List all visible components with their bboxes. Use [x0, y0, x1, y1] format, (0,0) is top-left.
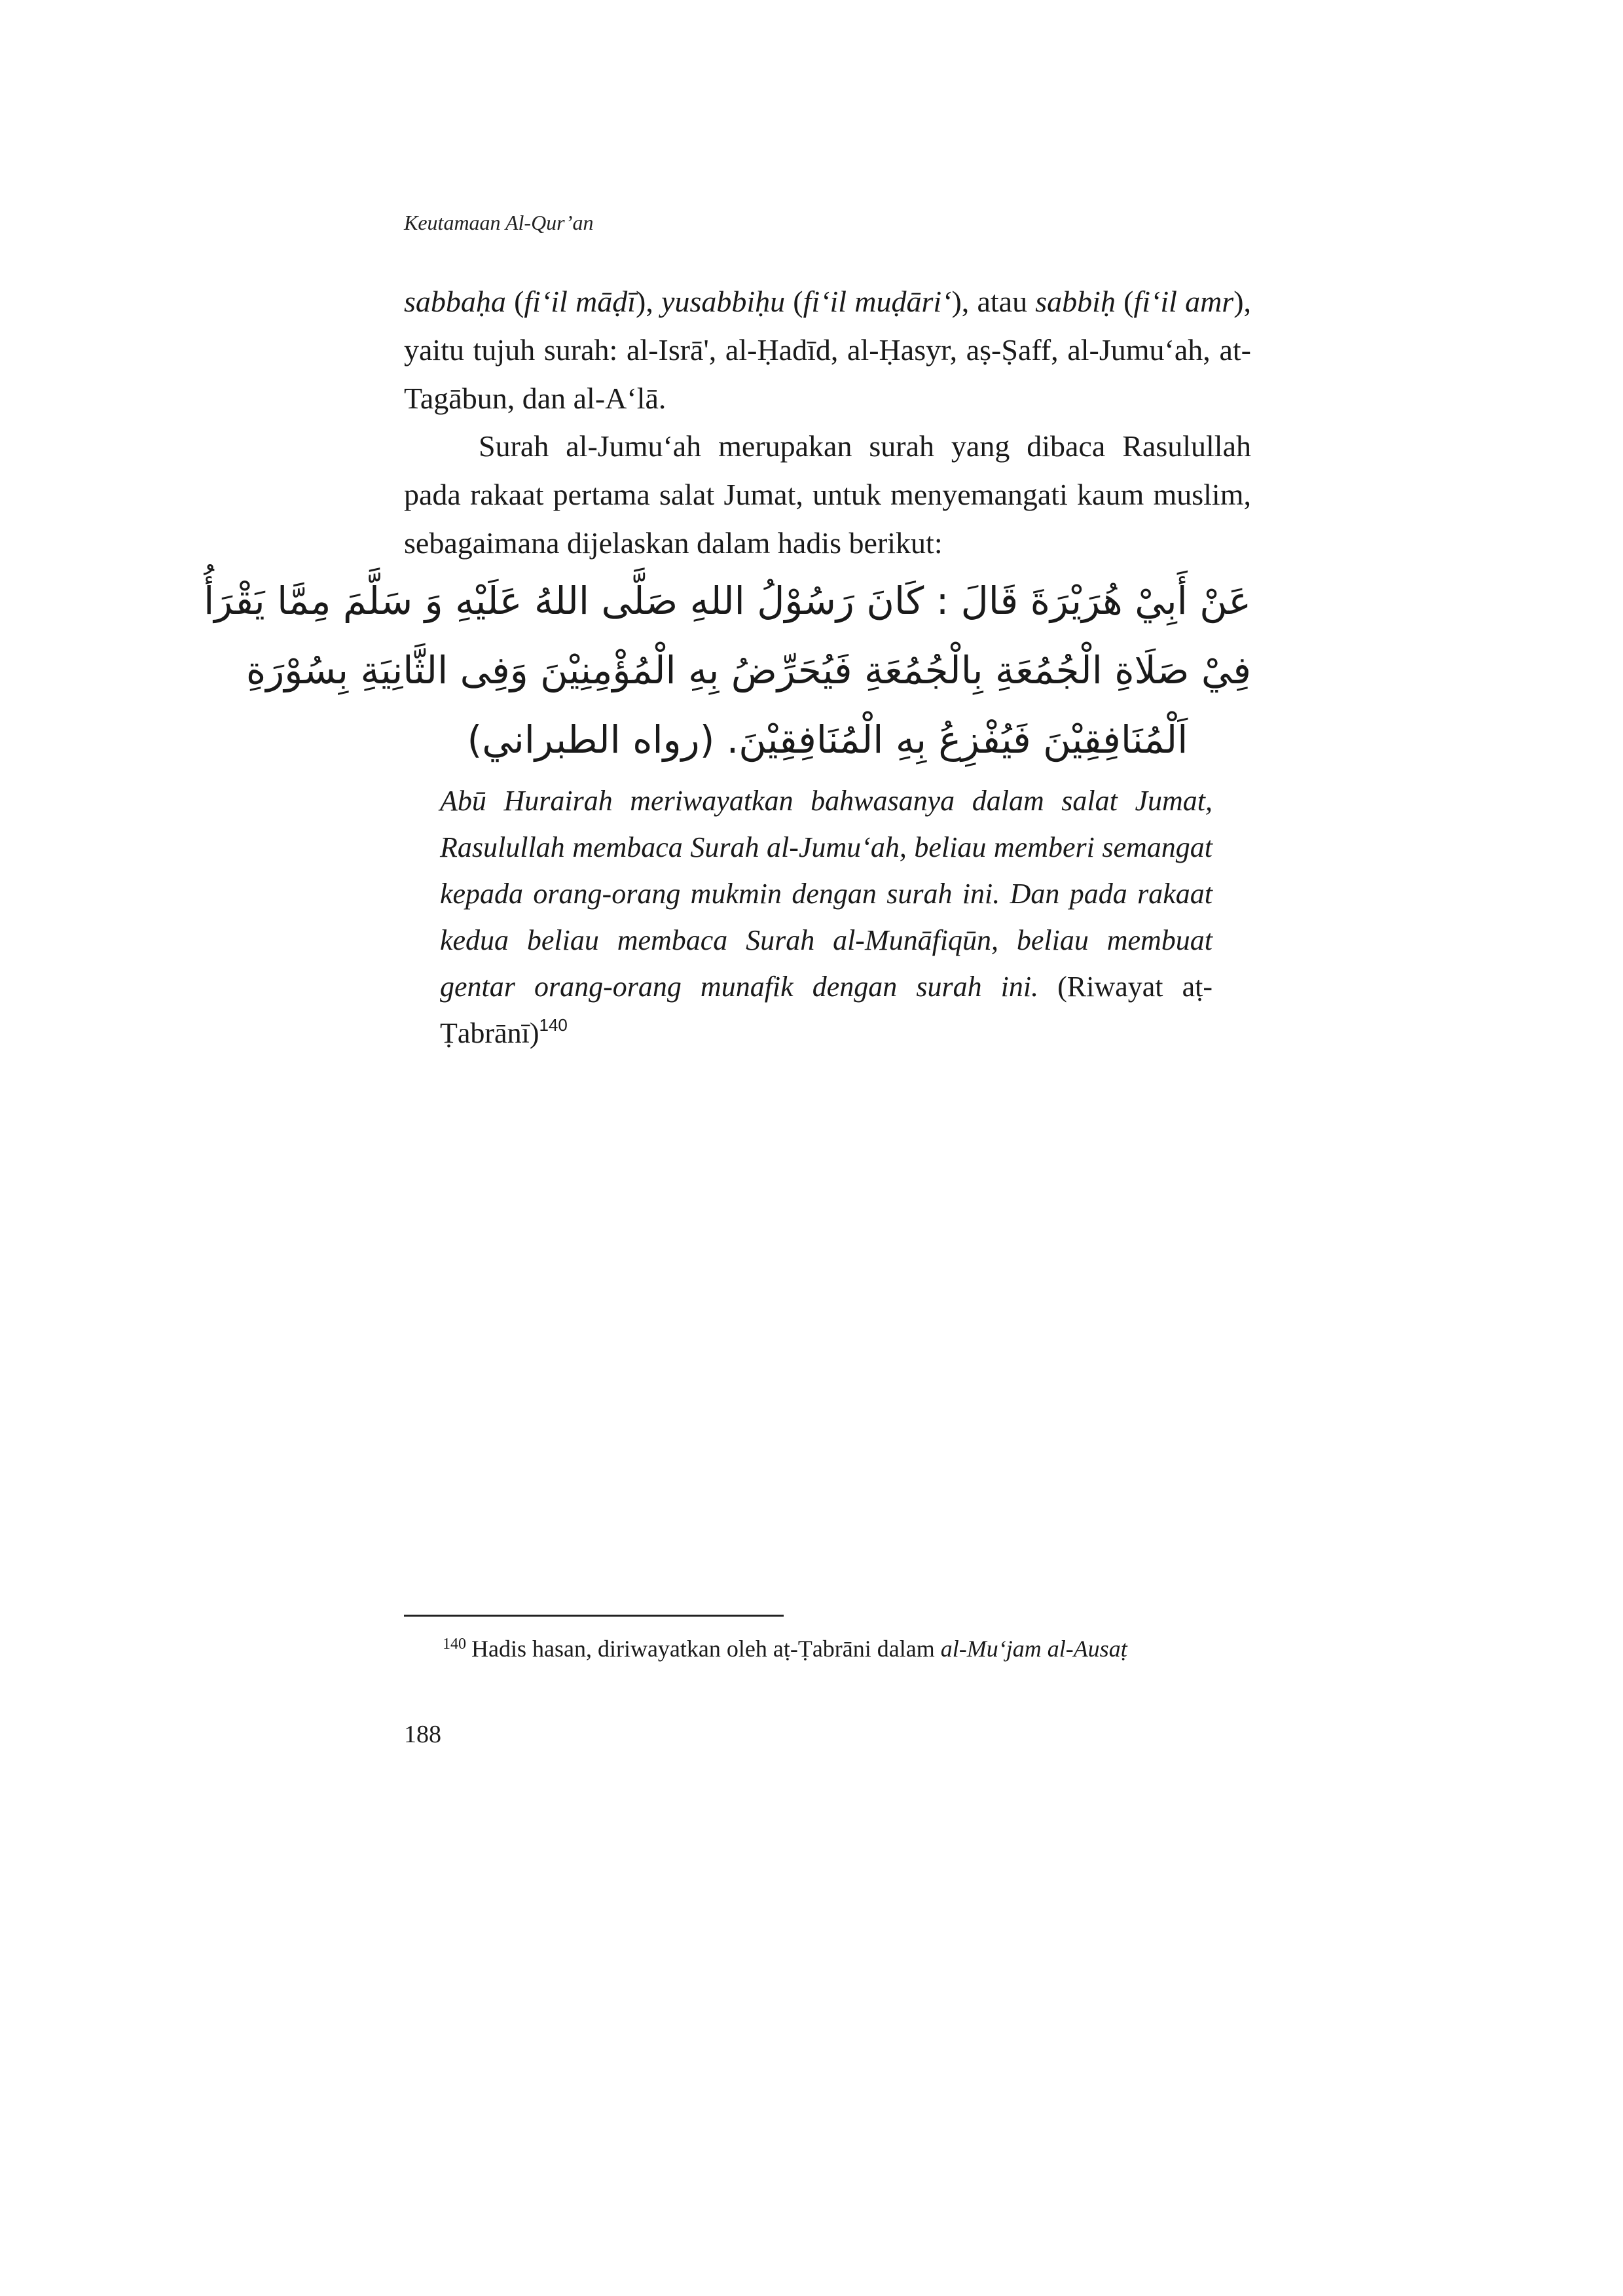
footnote-source: al-Mu‘jam al-Ausaṭ — [940, 1636, 1127, 1662]
translation-attribution: (Riwayat aṭ-Ṭabrānī) — [440, 971, 1213, 1049]
text-segment: ( — [505, 285, 524, 318]
paragraph-surah-jumuah: Surah al-Jumu‘ah merupakan surah yang dibaca Rasulullah pada rakaat pertama salat Jumat, untuk menyemangati kaum muslim, sebagaimana dijelaskan dalam hadis berikut: — [404, 429, 1251, 560]
text-segment: ( — [785, 285, 803, 318]
text-segment: ( — [1115, 285, 1134, 318]
hadith-arabic-line-1: عَنْ أَبِيْ هُرَيْرَةَ قَالَ : كَانَ رَسُوْلُ اللهِ صَلَّى اللهُ عَلَيْهِ وَ سَلَّمَ مِمَّا يَقْرَأُ — [204, 579, 1251, 623]
term-fiil-madi: fi‘il māḍī — [524, 285, 636, 318]
term-yusabbihu: yusabbiḥu — [661, 285, 786, 318]
page-number: 188 — [404, 1721, 441, 1748]
text-segment: ), — [636, 285, 662, 318]
term-sabbaha: sabbaḥa — [404, 285, 506, 318]
footnote — [443, 1634, 1127, 1663]
paragraph-verb-forms — [404, 278, 1251, 423]
term-fiil-mudari: fi‘il muḍāri‘ — [803, 285, 952, 318]
hadith-arabic — [204, 566, 1251, 774]
text-segment: ), yaitu tujuh surah: al-Isrā', al-Ḥadīd, al-Ḥasyr, aṣ-Ṣaff, al-Jumu‘ah, at-Tagābun, dan al-A‘lā. — [404, 285, 1252, 415]
footnote-number: 140 — [443, 1636, 466, 1653]
running-header: Keutamaan Al-Qur’an — [404, 211, 594, 234]
hadith-arabic-line-2: فِيْ صَلَاةِ الْجُمُعَةِ بِالْجُمُعَةِ فَيُحَرِّضُ بِهِ الْمُؤْمِنِيْنَ وَفِى الثَّانِيَةِ بِسُوْرَةِ — [246, 648, 1251, 692]
footnote-reference[interactable]: 140 — [539, 1015, 568, 1035]
term-sabbih: sabbiḥ — [1035, 285, 1116, 318]
hadith-translation — [440, 778, 1213, 1056]
hadith-arabic-line-3: اَلْمُنَافِقِيْنَ فَيُفْزِعُ بِهِ الْمُنَافِقِيْنَ. (رواه الطبراني) — [467, 717, 1188, 762]
term-fiil-amr: fi‘il amr — [1133, 285, 1234, 318]
translation-text: Abū Hurairah meriwayatkan bahwasanya dalam salat Jumat, Rasulullah membaca Surah al-Jumu‘ah, beliau memberi semangat kepada orang-orang mukmin dengan surah ini. Dan pada rakaat kedua beliau membaca Surah al-Munāfiqūn, beliau membuat gentar orang-orang munafik dengan surah ini. — [440, 785, 1213, 1003]
text-segment: ), atau — [951, 285, 1036, 318]
footnote-separator — [404, 1615, 784, 1617]
footnote-text: Hadis hasan, diriwayatkan oleh aṭ-Ṭabrāni dalam — [471, 1636, 941, 1662]
